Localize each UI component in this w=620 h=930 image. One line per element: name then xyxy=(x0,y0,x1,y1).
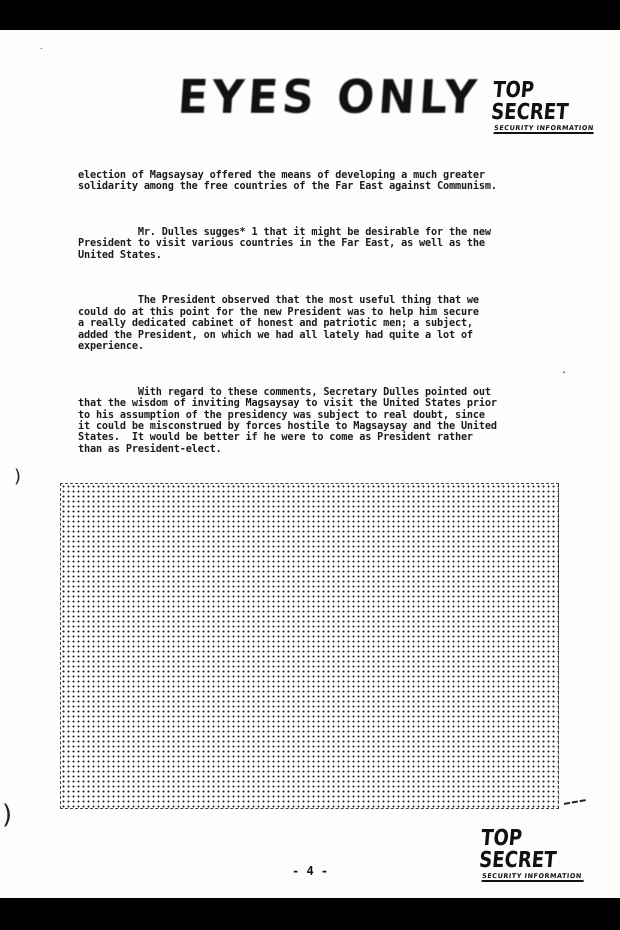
paragraph-4: With regard to these comments, Secretary Dulles pointed out that the wisdom of inviting Magsaysay to visit the United States prior to his assumption of the presidency was subject to real doubt, since it could be misconstrued by forces hostile to Magsaysay and the United States. It would be better if he were to come as President rather than as President-elect. xyxy=(78,386,497,455)
top-secret-stamp-top xyxy=(490,78,620,134)
top-secret-label: TOP SECRET xyxy=(478,826,558,873)
top-secret-stamp-bottom xyxy=(478,826,620,882)
eyes-only-stamp: EYES ONLY xyxy=(176,70,483,125)
margin-dot: . xyxy=(562,362,566,376)
paragraph-1: election of Magsaysay offered the means of developing a much greater solidarity among the free countries of the Far East against Communism. xyxy=(78,169,497,193)
page-number: - 4 - xyxy=(292,864,329,878)
redacted-block xyxy=(60,483,559,809)
margin-paren-lower: ) xyxy=(2,800,13,830)
security-information-label: SECURITY INFORMATION xyxy=(482,873,585,882)
paragraph-3: The President observed that the most useful thing that we could do at this point for the new President was to help him secure a really dedicated cabinet of honest and patriotic men; a subject, added the President, on which we had all lately had quite a lot of experience. xyxy=(78,295,479,353)
top-secret-label: TOP SECRET xyxy=(490,78,570,125)
margin-paren-upper: ) xyxy=(14,466,22,487)
corner-dot: . xyxy=(40,42,43,51)
security-information-label: SECURITY INFORMATION xyxy=(493,124,595,132)
paragraph-2: Mr. Dulles sugges* 1 that it might be desirable for the new President to visit various countries in the Far East, as well as the United States. xyxy=(78,226,491,261)
